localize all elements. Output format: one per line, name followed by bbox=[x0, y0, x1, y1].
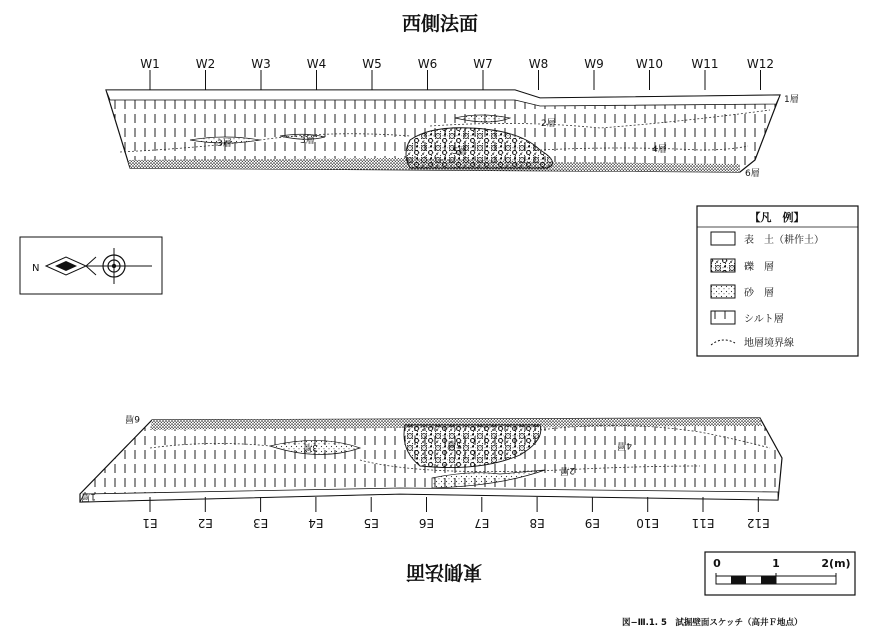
west-label-layer6: 6層 bbox=[745, 169, 760, 179]
east-grid-label: E6 bbox=[418, 516, 435, 530]
east-grid-label: E3 bbox=[252, 516, 269, 530]
west-grid-label: W3 bbox=[251, 57, 271, 71]
west-label-layer5: 5層 bbox=[452, 147, 467, 157]
west-grid-label: W10 bbox=[635, 57, 664, 71]
legend-label-topsoil: 表 土（耕作土） bbox=[744, 235, 824, 246]
east-grid-label: E5 bbox=[363, 516, 379, 530]
east-label-layer3: 3層 bbox=[303, 442, 318, 452]
west-label-layer2: 2層 bbox=[541, 119, 556, 129]
west-grid-label: W5 bbox=[362, 57, 382, 71]
east-face-section bbox=[80, 413, 782, 584]
west-grid-label: W7 bbox=[473, 57, 493, 71]
legend-swatch-sand bbox=[711, 285, 735, 298]
west-grid-label: W6 bbox=[417, 57, 438, 71]
west-grid-label: W1 bbox=[140, 57, 160, 71]
north-label: N bbox=[32, 263, 40, 274]
west-label-layer4: 4層 bbox=[652, 145, 667, 155]
east-grid-label: E2 bbox=[197, 516, 213, 530]
west-grid-label: W12 bbox=[746, 57, 775, 71]
east-grid-label: E1 bbox=[142, 516, 158, 530]
west-label-layer1: 1層 bbox=[784, 95, 799, 105]
east-face-title: 東側法面 bbox=[405, 561, 483, 583]
east-label-layer6: 6層 bbox=[125, 413, 140, 423]
east-grid-label: E10 bbox=[636, 516, 660, 530]
figure-caption: 図−Ⅲ.1. 5 試掘壁面スケッチ（高井Ｆ地点） bbox=[622, 618, 803, 628]
legend bbox=[697, 206, 858, 356]
scale-segment-1 bbox=[731, 576, 746, 584]
east-grid-label: E8 bbox=[529, 516, 545, 530]
west-face-section bbox=[106, 12, 799, 179]
east-grid-label: E11 bbox=[691, 516, 715, 530]
legend-frame bbox=[697, 206, 858, 356]
legend-swatch-silt bbox=[711, 311, 735, 324]
north-arrow-compass bbox=[20, 237, 162, 294]
legend-label-gravel: 礫 層 bbox=[744, 262, 774, 273]
east-grid-axis bbox=[142, 497, 769, 530]
west-grid-axis bbox=[140, 57, 774, 90]
east-label-layer5: 5層 bbox=[447, 439, 462, 449]
west-grid-label: W9 bbox=[584, 57, 604, 71]
legend-swatch-gravel bbox=[711, 259, 735, 272]
east-label-layer1: 1層 bbox=[81, 491, 96, 501]
legend-swatch-topsoil bbox=[711, 232, 735, 245]
legend-label-silt: シルト層 bbox=[744, 314, 784, 325]
west-label-layer3b: 3層 bbox=[300, 136, 315, 146]
legend-title: 【凡 例】 bbox=[749, 211, 805, 224]
west-label-layer3a: 3層 bbox=[217, 139, 232, 149]
west-face-title: 西側法面 bbox=[401, 13, 479, 35]
legend-label-sand: 砂 層 bbox=[744, 288, 774, 299]
east-grid-label: E7 bbox=[474, 516, 490, 530]
legend-label-boundary: 地層境界線 bbox=[744, 338, 794, 349]
scale-label-2: 2(m) bbox=[821, 557, 851, 570]
east-grid-label: E9 bbox=[584, 516, 601, 530]
east-label-layer4: 4層 bbox=[617, 440, 632, 450]
west-grid-label: W11 bbox=[691, 57, 719, 71]
west-grid-label: W8 bbox=[528, 57, 549, 71]
west-grid-label: W2 bbox=[195, 57, 216, 71]
west-grid-label: W4 bbox=[306, 57, 327, 71]
scale-segment-2 bbox=[761, 576, 776, 584]
east-grid-label: E4 bbox=[308, 516, 324, 530]
scale-label-1: 1 bbox=[772, 557, 780, 570]
scale-label-0: 0 bbox=[713, 557, 721, 570]
east-grid-label: E12 bbox=[746, 516, 770, 530]
east-label-layer2: 2層 bbox=[560, 465, 575, 475]
compass-center-dot-icon bbox=[112, 264, 116, 268]
scale-bar bbox=[705, 552, 855, 595]
